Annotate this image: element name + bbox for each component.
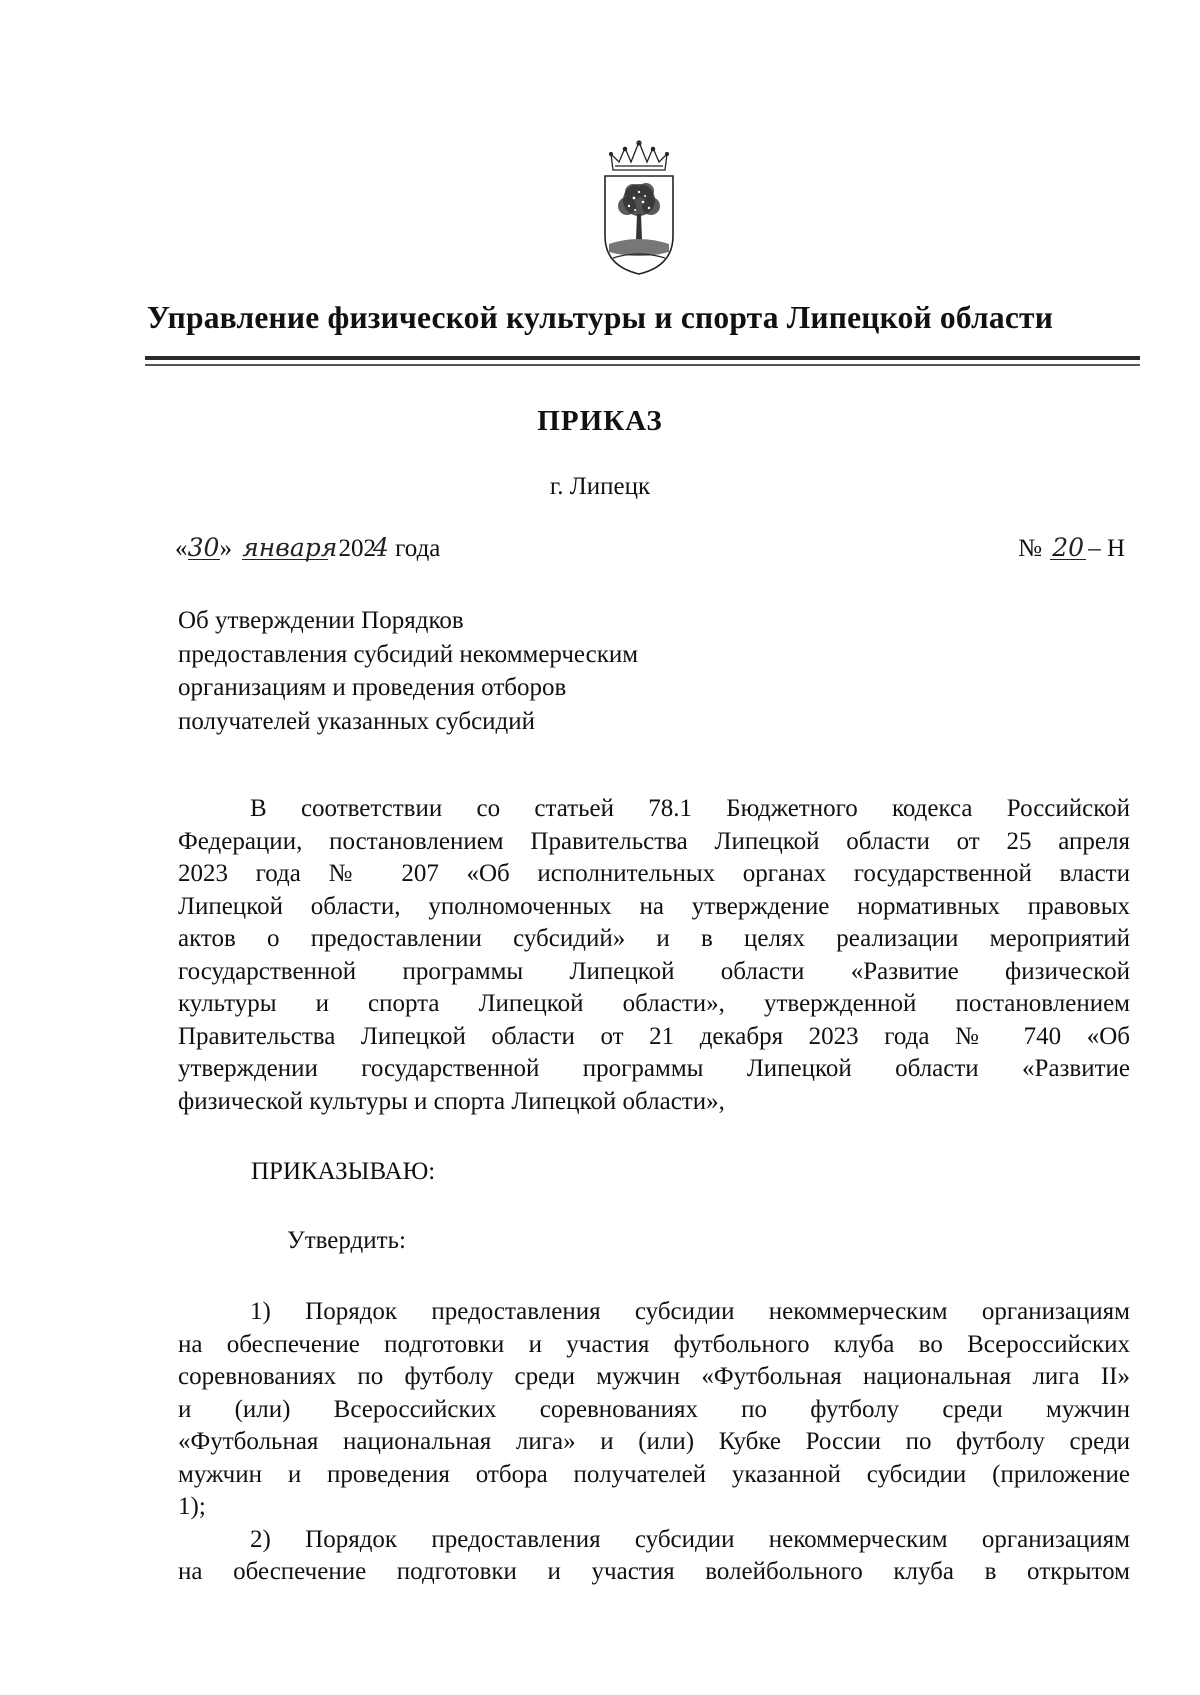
approve-heading: Утвердить: (287, 1227, 406, 1254)
subject-line: Об утверждении Порядков (178, 607, 464, 634)
item-line: 2) Порядок предоставления субсидии некоммерческим организациям (250, 1525, 1130, 1553)
date-year-prefix: 202 (338, 535, 376, 562)
order-date (175, 535, 440, 563)
preamble-line: актов о предоставлении субсидий» и в целях реализации мероприятий (178, 925, 1130, 952)
item-line: соревнованиях по футболу среди мужчин «Футбольная национальная лига II» (178, 1363, 1130, 1390)
subject-line: получателей указанных субсидий (178, 707, 536, 735)
preamble-line: Правительства Липецкой области от 21 декабря 2023 года № 740 «Об (178, 1022, 1130, 1050)
item-line: на обеспечение подготовки и участия волейбольного клуба в открытом (178, 1558, 1130, 1585)
date-close-quote: » (219, 535, 232, 562)
header-rule-thin (145, 364, 1140, 366)
preamble-line: культуры и спорта Липецкой области», утвержденной постановлением (178, 990, 1130, 1017)
item-line: «Футбольная национальная лига» и (или) Кубке России по футболу среди (178, 1428, 1130, 1455)
preamble-paragraph (178, 793, 1130, 1118)
order-directive: ПРИКАЗЫВАЮ: (251, 1158, 436, 1185)
order-number (1018, 535, 1125, 563)
subject-line: организациям и проведения отборов (178, 674, 567, 701)
item-line: мужчин и проведения отбора получателей указанной субсидии (приложение (178, 1460, 1130, 1488)
city: г. Липецк (549, 473, 651, 500)
preamble-line: государственной программы Липецкой области «Развитие физической (178, 957, 1130, 985)
header-rule-thick (145, 356, 1140, 360)
approved-items-list (178, 1296, 1130, 1589)
date-open-quote: « (175, 535, 188, 562)
item-line: 1); (178, 1493, 206, 1520)
number-prefix: № (1018, 535, 1042, 562)
coat-of-arms-emblem (599, 140, 679, 278)
date-month-handwritten: января (242, 533, 338, 562)
item-line: на обеспечение подготовки и участия футбольного клуба во Всероссийских (178, 1330, 1130, 1358)
list-item-2 (178, 1524, 1130, 1589)
date-year-digit-handwritten: 4 (373, 533, 389, 562)
number-handwritten: 20 (1050, 537, 1086, 560)
list-item-1 (178, 1296, 1130, 1524)
subject-line: предоставления субсидий некоммерческим (178, 640, 639, 668)
item-line: и (или) Всероссийских соревнованиях по футболу среди мужчин (178, 1395, 1130, 1423)
preamble-line: Федерации, постановлением Правительства Липецкой области от 25 апреля (178, 827, 1130, 855)
number-suffix: – Н (1088, 535, 1125, 562)
preamble-line: утверждении государственной программы Липецкой области «Развитие (178, 1055, 1130, 1082)
organization-title: Управление физической культуры и спорта Липецкой области (146, 300, 1054, 335)
preamble-line: Липецкой области, уполномоченных на утверждение нормативных правовых (178, 892, 1130, 920)
preamble-line: В соответствии со статьей 78.1 Бюджетного кодекса Российской (250, 795, 1130, 822)
document-type: ПРИКАЗ (537, 405, 663, 437)
date-day-handwritten: 30 (187, 533, 220, 562)
preamble-line: 2023 года № 207 «Об исполнительных органах государственной власти (178, 860, 1130, 887)
date-year-suffix: года (395, 535, 441, 562)
order-subject (178, 604, 638, 738)
preamble-line: физической культуры и спорта Липецкой области», (178, 1087, 725, 1115)
item-line: 1) Порядок предоставления субсидии некоммерческим организациям (250, 1298, 1130, 1325)
